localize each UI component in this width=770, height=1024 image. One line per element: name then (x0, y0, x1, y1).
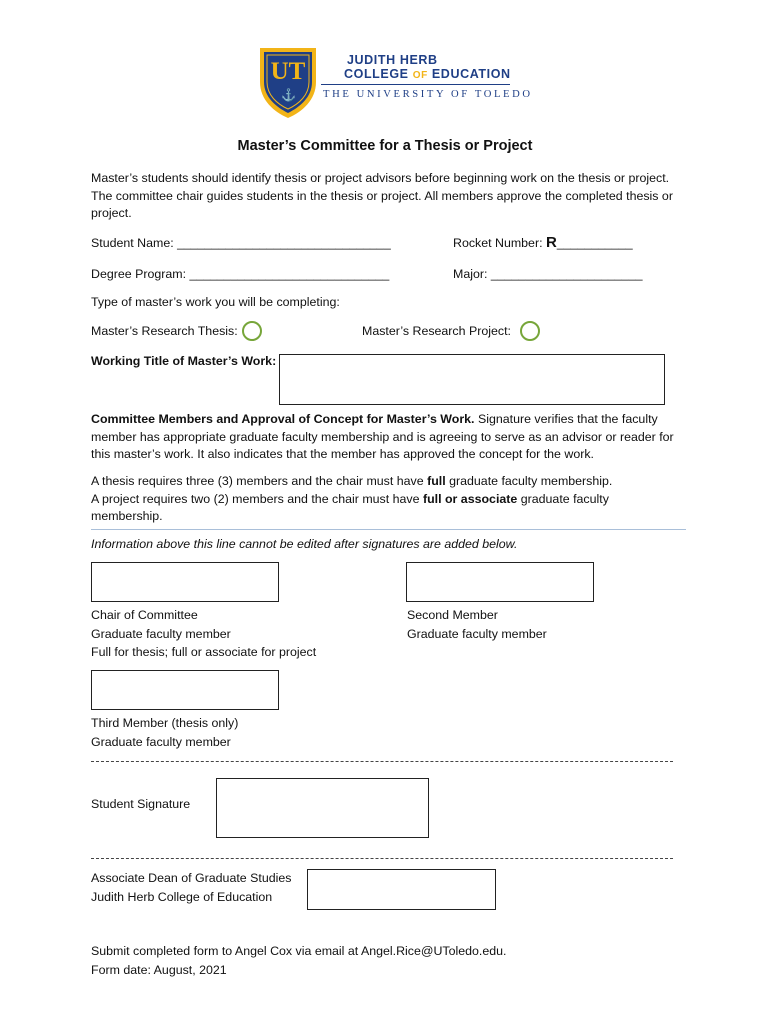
project-radio[interactable] (520, 321, 540, 341)
project-req-tail: graduate faculty membership. (91, 491, 609, 523)
project-option-label: Master’s Research Project: (362, 324, 511, 338)
second-member-label (407, 606, 547, 643)
dashed-separator (91, 761, 673, 762)
of-word: OF (412, 70, 428, 81)
second-member-title: Second Member (407, 608, 498, 622)
requirements-paragraph (91, 473, 681, 526)
student-signature-box[interactable] (216, 778, 429, 838)
student-name-field[interactable]: Student Name: _______________________________ (91, 236, 391, 250)
thesis-req-tail: graduate faculty membership. (445, 474, 613, 488)
committee-paragraph (91, 411, 681, 464)
working-title-input[interactable] (279, 354, 665, 405)
logo-rule (321, 84, 510, 85)
dashed-separator (91, 858, 673, 859)
major-field[interactable]: Major: ______________________ (453, 267, 643, 281)
rocket-number-label: Rocket Number: (453, 236, 546, 250)
committee-text: Signature verifies that the faculty member has appropriate graduate faculty membership and is agreeing to serve as an advisor or reader for this master’s work. It also indicates that the member has approved the concept for the work. (91, 412, 674, 461)
edit-lock-divider (91, 529, 686, 530)
work-type-question: Type of master’s work you will be completing: (91, 295, 340, 309)
university-name: THE UNIVERSITY OF TOLEDO (323, 89, 533, 100)
thesis-req-emphasis: full (427, 474, 446, 488)
college-name-line2 (344, 67, 511, 81)
rocket-blank: ___________ (556, 236, 633, 250)
chair-label (91, 606, 316, 662)
intro-paragraph: Master’s students should identify thesis or project advisors before beginning work on the thesis or project. The committee chair guides students in the thesis or project. All members approve the completed thesis or project. (91, 171, 673, 220)
thesis-req-text: A thesis requires three (3) members and the chair must have (91, 474, 428, 488)
third-member-label (91, 714, 238, 751)
rocket-prefix: R (545, 234, 557, 251)
thesis-radio[interactable] (242, 321, 262, 341)
project-requirement (91, 491, 681, 526)
degree-program-field[interactable]: Degree Program: _____________________________ (91, 267, 390, 281)
dean-signature-box[interactable] (307, 869, 496, 910)
third-member-membership: Graduate faculty member (91, 734, 231, 749)
anchor-icon: ⚓ (281, 88, 296, 102)
college-word: COLLEGE (344, 67, 409, 81)
chair-title: Chair of Committee (91, 608, 198, 622)
third-member-title: Third Member (thesis only) (91, 716, 239, 730)
third-member-signature-box[interactable] (91, 670, 279, 710)
education-word: EDUCATION (431, 67, 511, 81)
thesis-requirement (91, 473, 681, 491)
dean-college: Judith Herb College of Education (91, 889, 273, 904)
edit-lock-note: Information above this line cannot be edited after signatures are added below. (91, 537, 518, 551)
submission-instructions: Submit completed form to Angel Cox via email at Angel.Rice@UToledo.edu. (91, 944, 507, 958)
dean-label (91, 869, 291, 906)
student-signature-label: Student Signature (91, 797, 191, 811)
chair-requirement: Full for thesis; full or associate for project (91, 645, 317, 659)
form-title: Master’s Committee for a Thesis or Project (237, 138, 533, 154)
rocket-number-field[interactable] (453, 234, 633, 251)
second-member-signature-box[interactable] (406, 562, 594, 602)
thesis-option-label: Master’s Research Thesis: (91, 324, 238, 338)
committee-heading: Committee Members and Approval of Concept for Master’s Work. (91, 412, 475, 426)
logo-letters: UT (270, 58, 306, 85)
dean-title: Associate Dean of Graduate Studies (91, 871, 292, 885)
university-logo (257, 44, 533, 120)
chair-membership: Graduate faculty member (91, 626, 231, 641)
college-name-line1: JUDITH HERB (347, 53, 438, 67)
second-member-membership: Graduate faculty member (407, 626, 547, 641)
project-req-emphasis: full or associate (422, 491, 518, 506)
form-date: Form date: August, 2021 (91, 963, 227, 977)
chair-signature-box[interactable] (91, 562, 279, 602)
working-title-label: Working Title of Master’s Work: (91, 354, 277, 368)
project-req-text: A project requires two (2) members and the chair must have (91, 491, 423, 506)
